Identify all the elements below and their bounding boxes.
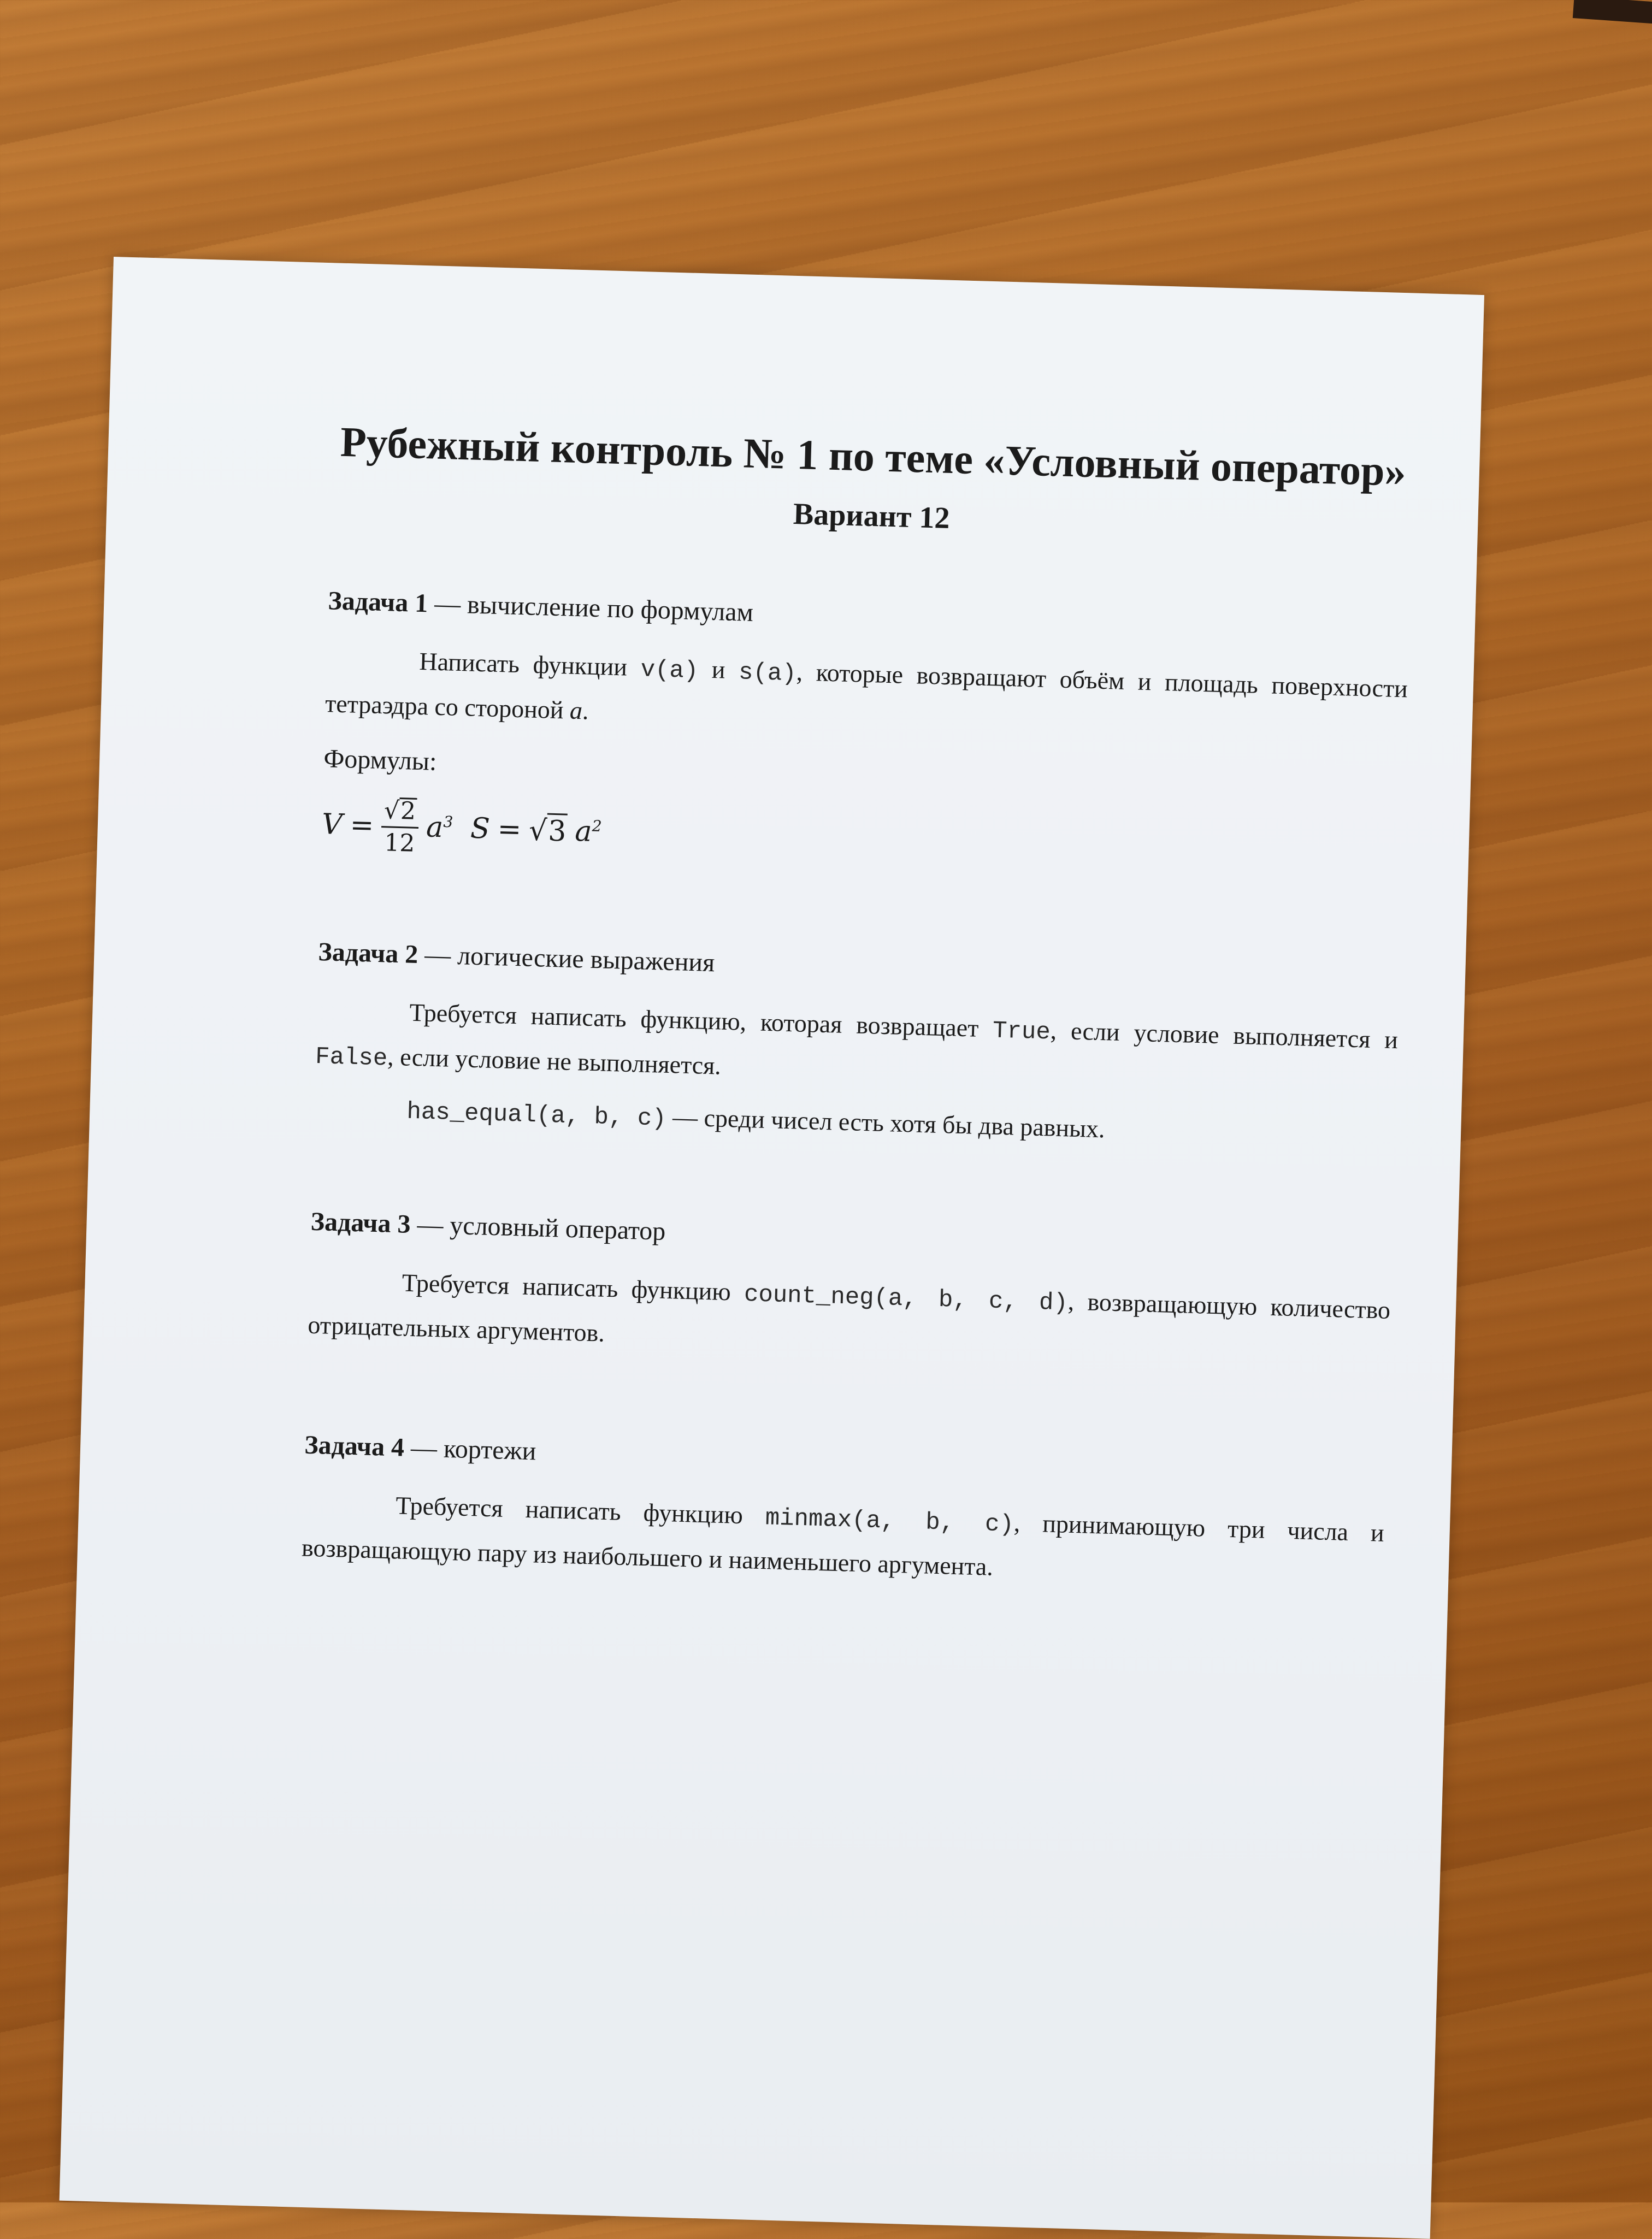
task-1-text (324, 637, 1408, 755)
task-3-label: Задача 3 (310, 1207, 411, 1239)
task-2-text-part: , если условие выполняется и (1050, 1016, 1399, 1054)
formula-v-power: 3 (443, 812, 453, 831)
formula-s-sqrt-arg: 3 (546, 813, 568, 848)
formulas-label: Формулы: (323, 744, 438, 776)
task-4-code: minmax(a, b, c) (765, 1504, 1014, 1539)
formula-v-numerator: √ 2 (381, 797, 420, 829)
task-1-text-part: Написать функции (418, 647, 641, 682)
formula-v-var-letter: a (426, 811, 444, 844)
task-1 (321, 584, 1410, 883)
task-4-text-part: Требуется написать функцию (395, 1491, 766, 1530)
desk-edge (1573, 0, 1652, 26)
task-1-code-s: s(a) (738, 659, 797, 688)
task-3-text (307, 1259, 1391, 1377)
formula-s-eq: = (497, 813, 522, 847)
task-1-heading (328, 584, 1410, 648)
paper-sheet (60, 257, 1484, 2239)
formula-v-lhs: V (321, 808, 343, 842)
formula-s-var (575, 815, 603, 848)
task-2-heading (318, 935, 1400, 1000)
task-4 (301, 1428, 1386, 1599)
task-4-text (301, 1482, 1385, 1599)
formula-v-denominator: 12 (384, 829, 416, 858)
task-2-text (315, 989, 1399, 1108)
task-4-text-part: , принимающую три числа и возвращающую пару из наибольшего и наименьшего аргумента. (301, 1509, 1385, 1581)
task-3-heading (310, 1205, 1393, 1269)
formula-line (321, 795, 1404, 883)
task-2-label: Задача 2 (317, 937, 419, 970)
task-1-variable: a (569, 696, 583, 725)
formula-s-lhs: S (470, 812, 491, 846)
formula-v-fraction (381, 797, 420, 856)
task-2-topic: — логические выражения (424, 940, 715, 978)
task-4-heading (304, 1428, 1386, 1492)
document-content (301, 416, 1414, 1599)
formula-v-sqrt-arg: 2 (400, 797, 416, 825)
formula-v-eq: = (349, 808, 375, 842)
page-title: Рубежный контроль № 1 по теме «Условный оператор» (339, 417, 1407, 495)
task-2-code-false: False (315, 1043, 388, 1073)
task-1-label: Задача 1 (327, 586, 429, 618)
task-4-label: Задача 4 (304, 1430, 405, 1462)
task-1-topic: — вычисление по формулам (434, 589, 754, 627)
task-1-code-v: v(a) (640, 656, 699, 686)
task-3-text-part: , возвращающую количество отрицательных аргументов. (307, 1287, 1391, 1347)
formula-s-sqrt: √ 3 (528, 813, 568, 848)
task-4-topic: — кортежи (410, 1433, 537, 1466)
task-2-text-part: Требуется написать функцию, которая возвращает (409, 999, 993, 1043)
task-3-topic: — условный оператор (416, 1210, 666, 1246)
task-1-text-part: , которые возвращают объём и площадь поверхности тетраэдра со стороной (324, 658, 1408, 724)
variant-label: Вариант 12 (793, 497, 951, 535)
formula-s-power: 2 (592, 817, 603, 836)
task-3 (307, 1205, 1392, 1377)
formula-s-var-letter: a (574, 814, 593, 848)
task-2-function-code: has_equal(a, b, c) (406, 1098, 667, 1133)
task-2-function-desc: — среди чисел есть хотя бы два равных. (665, 1103, 1106, 1143)
task-3-code: count_neg(a, b, c, d) (744, 1280, 1069, 1318)
task-3-text-part: Требуется написать функцию (402, 1268, 745, 1306)
task-2-text-part: , если условие не выполняется. (387, 1042, 722, 1080)
formula-v-var (426, 811, 453, 844)
task-1-text-part: и (698, 655, 739, 684)
task-1-text-end: . (582, 696, 589, 725)
task-2-code-true: True (992, 1017, 1051, 1047)
task-2 (314, 935, 1400, 1154)
